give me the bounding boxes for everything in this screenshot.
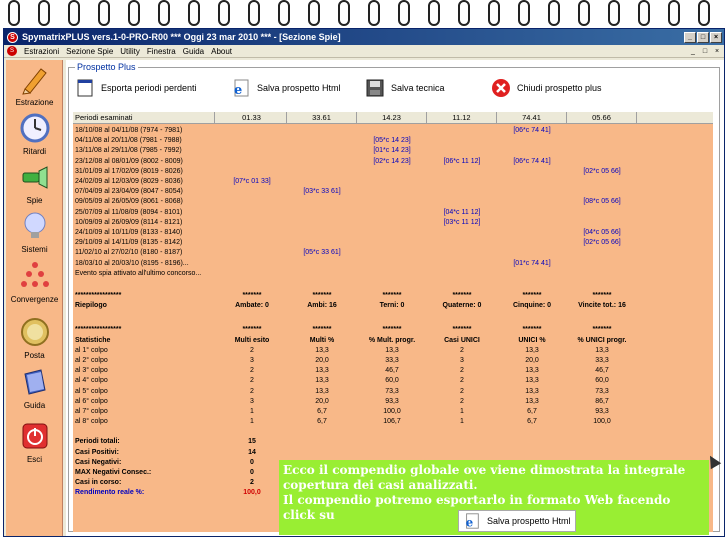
minimize-button[interactable]: _ [684, 32, 696, 43]
spy-hit-cell: [06*c 74 41] [513, 127, 551, 134]
separator-cell: ******* [522, 292, 542, 299]
stats-cell: 6,7 [527, 408, 537, 415]
stats-cell: 46,7 [595, 367, 609, 375]
pencil-icon [19, 63, 51, 95]
period-label: 13/11/08 al 29/11/08 (7985 - 7992) [75, 147, 182, 155]
spy-hit-cell: [06*c 74 41] [513, 157, 551, 165]
menu-guida[interactable]: Guida [182, 46, 205, 56]
sidebar-item-label: Ritardi [22, 147, 47, 156]
spy-hit-cell: [01*c 74 41] [513, 259, 551, 267]
sidebar-item-guida[interactable] [6, 366, 63, 410]
summary-cell: Vincite tot.: 16 [578, 302, 626, 310]
sidebar-item-label: Convergenze [10, 295, 59, 304]
lightbulb-icon [19, 210, 51, 242]
separator-cell: ******* [592, 326, 612, 334]
summary-cell: Ambi: 16 [307, 302, 337, 310]
stats-cell: 2 [250, 367, 254, 375]
stats-cell: 86,7 [595, 397, 609, 405]
save-tech-button[interactable] [365, 78, 445, 98]
stats-cell: 6,7 [527, 418, 537, 426]
separator-row[interactable] [73, 291, 713, 301]
close-window-button[interactable]: × [710, 32, 722, 43]
svg-text:e: e [234, 83, 243, 98]
separator-cell: ***************** [75, 292, 122, 299]
separator-cell: ******* [592, 292, 612, 299]
stats-cell: 13,3 [525, 397, 539, 405]
totals-value: 14 [248, 448, 256, 456]
sidebar-item-label: Esci [26, 455, 43, 464]
period-row[interactable] [73, 269, 713, 279]
save-html-label: Salva prospetto Html [257, 83, 341, 93]
stats-cell: al 5° colpo [75, 387, 108, 395]
stats-cell: 100,0 [593, 418, 611, 426]
book-icon [19, 366, 51, 398]
stats-header-row[interactable] [73, 336, 713, 346]
stats-header-cell: Multi esito [234, 336, 270, 344]
internet-explorer-icon [463, 512, 481, 530]
period-row[interactable] [73, 126, 713, 136]
sidebar-item-label: Spie [26, 196, 43, 205]
stats-cell: 13,3 [525, 346, 539, 354]
stats-header-cell: UNICI % [518, 336, 546, 344]
period-row[interactable] [73, 218, 713, 228]
column-header-spy[interactable]: 05.66 [567, 112, 637, 124]
stats-row[interactable] [73, 346, 713, 356]
mdi-minimize-button[interactable]: _ [691, 47, 695, 55]
title-bar[interactable] [4, 29, 724, 45]
binder-ring [428, 0, 440, 26]
column-header-spy[interactable]: 11.12 [427, 112, 497, 124]
menu-utility[interactable]: Utility [120, 46, 140, 56]
stats-cell: 1 [460, 418, 464, 426]
menu-sezione-spie[interactable]: Sezione Spie [66, 46, 114, 56]
stats-row[interactable] [73, 417, 713, 427]
stats-cell: al 3° colpo [75, 367, 108, 375]
binder-ring [98, 0, 110, 26]
spy-hit-cell: [07*c 01 33] [233, 178, 271, 185]
summary-cell: Quaterne: 0 [442, 302, 482, 310]
binder-ring [8, 0, 20, 26]
stats-cell: 106,7 [383, 418, 401, 426]
sidebar-item-spie[interactable] [6, 161, 63, 205]
mdi-restore-button[interactable]: □ [702, 47, 708, 55]
period-label: 24/02/09 al 12/03/09 (8029 - 8036) [75, 178, 183, 185]
spy-hit-cell: [03*c 11 12] [443, 218, 481, 226]
separator-cell: ******* [242, 292, 262, 299]
spy-hit-cell: [04*c 11 12] [443, 208, 481, 216]
separator-cell: ******* [382, 292, 402, 299]
binder-ring [278, 0, 290, 26]
stats-header-cell: % UNICI progr. [577, 336, 627, 344]
period-row[interactable] [73, 187, 713, 197]
period-row[interactable] [73, 157, 713, 167]
binder-ring [128, 0, 140, 26]
mdi-close-button[interactable]: × [714, 47, 720, 55]
stats-cell: al 4° colpo [75, 377, 108, 385]
stats-cell: 33,3 [385, 357, 399, 364]
summary-cell: Ambate: 0 [235, 302, 269, 310]
binder-ring [38, 0, 50, 26]
period-label: 07/04/09 al 23/04/09 (8047 - 8054) [75, 188, 183, 196]
separator-cell: ******* [382, 326, 402, 334]
stats-cell: 13,3 [315, 387, 329, 395]
toolbar [73, 74, 713, 104]
stats-cell: 13,3 [525, 377, 539, 385]
separator-cell: ******* [312, 326, 332, 334]
window-title: SpymatrixPLUS vers.1-0-PRO-R00 *** Oggi 23 mar 2010 *** - [Sezione Spie] [22, 32, 341, 42]
binder-ring [398, 0, 410, 26]
convergence-icon [19, 260, 51, 292]
period-row[interactable] [73, 208, 713, 218]
period-label: 11/02/10 al 27/02/10 (8180 - 8187) [75, 249, 183, 257]
clock-icon [19, 112, 51, 144]
period-row[interactable] [73, 167, 713, 177]
stats-header-cell: % Mult. progr. [368, 336, 416, 344]
callout-save-html-button[interactable] [458, 510, 576, 532]
spy-hit-cell: [03*c 33 61] [303, 188, 341, 196]
app-logo-icon: S [7, 32, 18, 43]
spy-hit-cell: [08*c 05 66] [583, 198, 621, 206]
stats-cell: al 2° colpo [75, 357, 108, 364]
export-label: Esporta periodi perdenti [101, 83, 197, 93]
column-header-periods[interactable]: Periodi esaminati [75, 112, 215, 124]
sidebar-item-label: Estrazione [15, 98, 54, 107]
totals-row[interactable] [73, 437, 713, 447]
summary-cell: Terni: 0 [379, 302, 405, 310]
document-icon [75, 78, 95, 98]
stats-cell: al 1° colpo [75, 346, 108, 354]
stats-cell: 60,0 [595, 377, 609, 385]
stats-cell: 20,0 [315, 397, 329, 405]
binder-decoration [0, 0, 727, 30]
stats-cell: 93,3 [595, 408, 609, 415]
stats-cell: 2 [460, 367, 464, 375]
period-row[interactable] [73, 136, 713, 146]
stats-cell: 13,3 [525, 367, 539, 375]
callout-save-html-label: Salva prospetto Html [487, 516, 571, 526]
save-html-button[interactable] [231, 78, 341, 98]
stats-cell: 60,0 [385, 377, 399, 385]
separator-cell: ******* [522, 326, 542, 334]
binder-ring [608, 0, 620, 26]
totals-label: Casi in corso: [75, 479, 122, 487]
period-row[interactable] [73, 228, 713, 238]
stats-cell: 6,7 [317, 418, 327, 426]
binder-ring [518, 0, 530, 26]
floppy-icon [365, 78, 385, 98]
totals-label: Periodi totali: [75, 438, 120, 446]
period-label: 18/10/08 al 04/11/08 (7974 - 7981) [75, 127, 183, 134]
totals-label: Casi Negativi: [75, 458, 122, 466]
spy-hit-cell: [06*c 11 12] [443, 157, 481, 165]
svg-text:e: e [465, 515, 474, 530]
separator-row[interactable] [73, 325, 713, 335]
export-button[interactable] [75, 78, 197, 98]
stats-cell: 13,3 [315, 346, 329, 354]
stats-row[interactable] [73, 366, 713, 376]
sidebar-item-esci[interactable] [6, 420, 63, 464]
totals-value: 100,0 [243, 489, 261, 497]
stats-cell: 1 [460, 408, 464, 415]
summary-cell: Riepilogo [75, 302, 107, 310]
menu-finestra[interactable]: Finestra [146, 46, 176, 56]
stats-cell: 3 [460, 357, 464, 364]
sidebar [6, 60, 63, 536]
period-label: 29/10/09 al 14/11/09 (8135 - 8142) [75, 239, 183, 247]
spy-hit-cell: [04*c 05 66] [583, 229, 621, 236]
binder-ring [158, 0, 170, 26]
spy-hit-cell: [01*c 14 23] [373, 147, 411, 155]
stats-cell: 3 [250, 357, 254, 364]
maximize-button[interactable]: □ [697, 32, 709, 43]
stats-header-cell: Multi % [309, 336, 335, 344]
stats-cell: 2 [250, 387, 254, 395]
binder-ring [338, 0, 350, 26]
close-prospetto-label: Chiudi prospetto plus [517, 83, 602, 93]
stats-row[interactable] [73, 356, 713, 366]
stats-cell: 100,0 [383, 408, 401, 415]
stats-cell: 73,3 [385, 387, 399, 395]
menu-about[interactable]: About [211, 46, 233, 56]
period-label: 09/05/09 al 26/05/09 (8061 - 8068) [75, 198, 183, 206]
totals-value: 2 [250, 479, 254, 487]
power-exit-icon [19, 420, 51, 452]
period-row[interactable] [73, 259, 713, 269]
separator-cell: ******* [312, 292, 332, 299]
stats-row[interactable] [73, 387, 713, 397]
totals-label: Casi Positivi: [75, 448, 119, 456]
stats-cell: 1 [250, 418, 254, 426]
period-label: 04/11/08 al 20/11/08 (7981 - 7988) [75, 137, 182, 145]
period-row[interactable] [73, 146, 713, 156]
grid-header-row[interactable] [73, 112, 713, 124]
stats-cell: al 8° colpo [75, 418, 108, 426]
period-label: 25/07/09 al 11/08/09 (8094 - 8101) [75, 208, 183, 216]
flashlight-icon [19, 161, 51, 193]
stats-row[interactable] [73, 376, 713, 386]
binder-ring [188, 0, 200, 26]
menu-bar [4, 45, 724, 58]
separator-cell: ******* [242, 326, 262, 334]
totals-label: Rendimento reale %: [75, 489, 145, 497]
spy-hit-cell: [02*c 05 66] [583, 239, 621, 247]
internet-explorer-icon [231, 78, 251, 98]
sidebar-item-label: Posta [24, 351, 45, 360]
callout-line-3: Il compendio potremo esportarlo in formato Web facendo click su [283, 493, 671, 522]
spy-hit-cell: [05*c 33 61] [303, 249, 341, 257]
sidebar-item-label: Guida [23, 401, 46, 410]
stats-cell: 46,7 [385, 367, 399, 375]
totals-row[interactable] [73, 448, 713, 458]
stats-cell: 2 [460, 387, 464, 395]
binder-ring [578, 0, 590, 26]
spy-hit-cell: [02*c 14 23] [373, 157, 411, 165]
close-prospetto-button[interactable] [491, 78, 602, 98]
stats-cell: al 6° colpo [75, 397, 108, 405]
callout-line-2: copertura dei casi analizzati. [283, 478, 478, 492]
summary-cell: Cinquine: 0 [512, 302, 552, 310]
stats-cell: 2 [250, 346, 254, 354]
stats-cell: 20,0 [525, 357, 539, 364]
stats-cell: 13,3 [385, 346, 399, 354]
summary-row[interactable] [73, 301, 713, 311]
sidebar-item-posta[interactable] [6, 316, 63, 360]
totals-value: 0 [250, 458, 254, 466]
totals-value: 0 [250, 469, 254, 476]
separator-cell: ***************** [75, 326, 122, 334]
mdi-child-icon[interactable]: S [7, 46, 17, 56]
stats-cell: 73,3 [595, 387, 609, 395]
stats-cell: 13,3 [315, 377, 329, 385]
stats-cell: 13,3 [595, 346, 609, 354]
period-label: 18/03/10 al 20/03/10 (8195 - 8196)... [75, 259, 189, 267]
period-row[interactable] [73, 197, 713, 207]
period-label: 31/01/09 al 17/02/09 (8019 - 8026) [75, 167, 183, 175]
binder-ring [458, 0, 470, 26]
stats-header-cell: Statistiche [75, 336, 111, 344]
spy-hit-cell: [02*c 05 66] [583, 167, 621, 175]
totals-value: 15 [248, 438, 256, 446]
period-label: 23/12/08 al 08/01/09 (8002 - 8009) [75, 157, 183, 165]
column-header-spy[interactable]: 74.41 [497, 112, 567, 124]
save-tech-label: Salva tecnica [391, 83, 445, 93]
stats-cell: 1 [250, 408, 254, 415]
sidebar-item-ritardi[interactable] [6, 112, 63, 156]
binder-ring [248, 0, 260, 26]
binder-ring [668, 0, 680, 26]
stats-cell: 33,3 [595, 357, 609, 364]
separator-cell: ******* [452, 326, 472, 334]
period-label: 10/09/09 al 26/09/09 (8114 - 8121) [75, 218, 183, 226]
coin-icon [19, 316, 51, 348]
column-header-spy[interactable]: 33.61 [287, 112, 357, 124]
binder-ring [68, 0, 80, 26]
stats-cell: 93,3 [385, 397, 399, 405]
sidebar-item-convergenze[interactable] [6, 260, 63, 304]
stats-cell: al 7° colpo [75, 408, 108, 415]
binder-ring [308, 0, 320, 26]
period-label: 24/10/09 al 10/11/09 (8133 - 8140) [75, 229, 183, 236]
separator-cell: ******* [452, 292, 472, 299]
stats-cell: 3 [250, 397, 254, 405]
binder-ring [638, 0, 650, 26]
stats-row[interactable] [73, 397, 713, 407]
menu-estrazioni[interactable]: Estrazioni [24, 46, 60, 56]
spy-hit-cell: [05*c 14 23] [373, 137, 411, 145]
binder-ring [368, 0, 380, 26]
stats-cell: 6,7 [317, 408, 327, 415]
stats-cell: 2 [460, 377, 464, 385]
stats-header-cell: Casi UNICI [444, 336, 480, 344]
period-row[interactable] [73, 238, 713, 248]
stats-cell: 13,3 [525, 387, 539, 395]
sidebar-item-label: Sistemi [21, 245, 48, 254]
stats-cell: 13,3 [315, 367, 329, 375]
stats-cell: 20,0 [315, 357, 329, 364]
totals-label: MAX Negativi Consec.: [75, 469, 152, 476]
close-icon [491, 78, 511, 98]
callout-line-1: Ecco il compendio globale ove viene dimostrata la integrale [283, 463, 686, 477]
stats-row[interactable] [73, 407, 713, 417]
group-label: Prospetto Plus [77, 62, 136, 72]
binder-ring [548, 0, 560, 26]
period-label: Evento spia attivato all'ultimo concorso... [75, 269, 202, 277]
column-header-spy[interactable]: 01.33 [217, 112, 287, 124]
period-row[interactable] [73, 248, 713, 258]
sidebar-item-estrazione[interactable] [6, 63, 63, 107]
binder-ring [488, 0, 500, 26]
stats-cell: 2 [250, 377, 254, 385]
column-header-spy[interactable]: 14.23 [357, 112, 427, 124]
stats-cell: 2 [460, 346, 464, 354]
period-row[interactable] [73, 177, 713, 187]
sidebar-item-sistemi[interactable] [6, 210, 63, 254]
binder-ring [218, 0, 230, 26]
binder-ring [698, 0, 710, 26]
stats-cell: 2 [460, 397, 464, 405]
